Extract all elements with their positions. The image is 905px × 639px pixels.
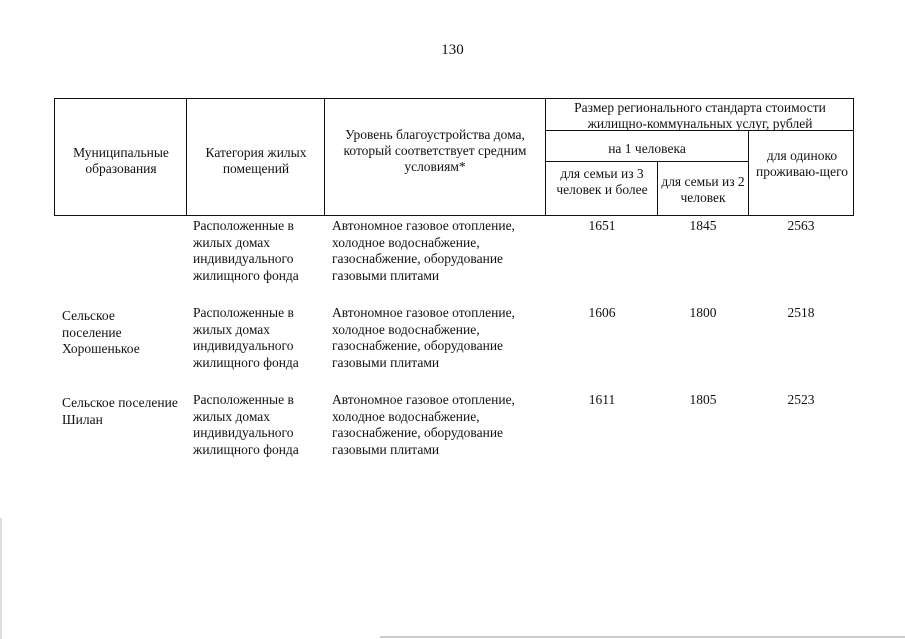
row2-municipality: Сельское поселение Хорошенькое bbox=[62, 308, 140, 356]
scan-artifact bbox=[380, 636, 905, 638]
page-number: 130 bbox=[441, 42, 464, 58]
header-family2: для семьи из 2 человек bbox=[661, 174, 745, 205]
divider bbox=[545, 99, 546, 215]
row1-family2: 1845 bbox=[689, 218, 717, 233]
divider bbox=[324, 99, 325, 215]
row3-municipality: Сельское поселение Шилан bbox=[62, 395, 178, 427]
divider bbox=[545, 161, 748, 162]
header-single: для одиноко проживаю-щего bbox=[755, 148, 849, 179]
header-municipal: Муниципальные образования bbox=[73, 145, 169, 176]
row1-level: Автономное газовое отопление, холодное водоснабжение, газоснабжение, оборудование газовыми плитами bbox=[332, 218, 515, 283]
row3-family3: 1611 bbox=[588, 392, 616, 407]
header-family3: для семьи из 3 человек и более bbox=[556, 166, 648, 197]
divider bbox=[748, 131, 749, 215]
row2-family3: 1606 bbox=[588, 305, 616, 320]
scan-artifact bbox=[0, 518, 2, 639]
row1-family3: 1651 bbox=[588, 218, 616, 233]
table-header bbox=[54, 98, 854, 216]
row3-family2: 1805 bbox=[689, 392, 717, 407]
row2-level: Автономное газовое отопление, холодное водоснабжение, газоснабжение, оборудование газовыми плитами bbox=[332, 305, 515, 370]
row2-family2: 1800 bbox=[689, 305, 717, 320]
divider bbox=[657, 161, 658, 215]
divider bbox=[186, 99, 187, 215]
row3-single: 2523 bbox=[787, 392, 815, 407]
header-level: Уровень благоустройства дома, который соответствует средним условиям* bbox=[343, 127, 527, 174]
header-category: Категория жилых помещений bbox=[205, 145, 307, 176]
row1-single: 2563 bbox=[787, 218, 815, 233]
row3-level: Автономное газовое отопление, холодное водоснабжение, газоснабжение, оборудование газовыми плитами bbox=[332, 392, 515, 457]
header-standard: Размер регионального стандарта стоимости жилищно-коммунальных услуг, рублей bbox=[574, 100, 826, 131]
header-per-person: на 1 человека bbox=[608, 141, 686, 156]
row3-category: Расположенные в жилых домах индивидуального жилищного фонда bbox=[193, 392, 299, 457]
row1-category: Расположенные в жилых домах индивидуального жилищного фонда bbox=[193, 218, 299, 283]
row2-single: 2518 bbox=[787, 305, 815, 320]
row2-category: Расположенные в жилых домах индивидуального жилищного фонда bbox=[193, 305, 299, 370]
